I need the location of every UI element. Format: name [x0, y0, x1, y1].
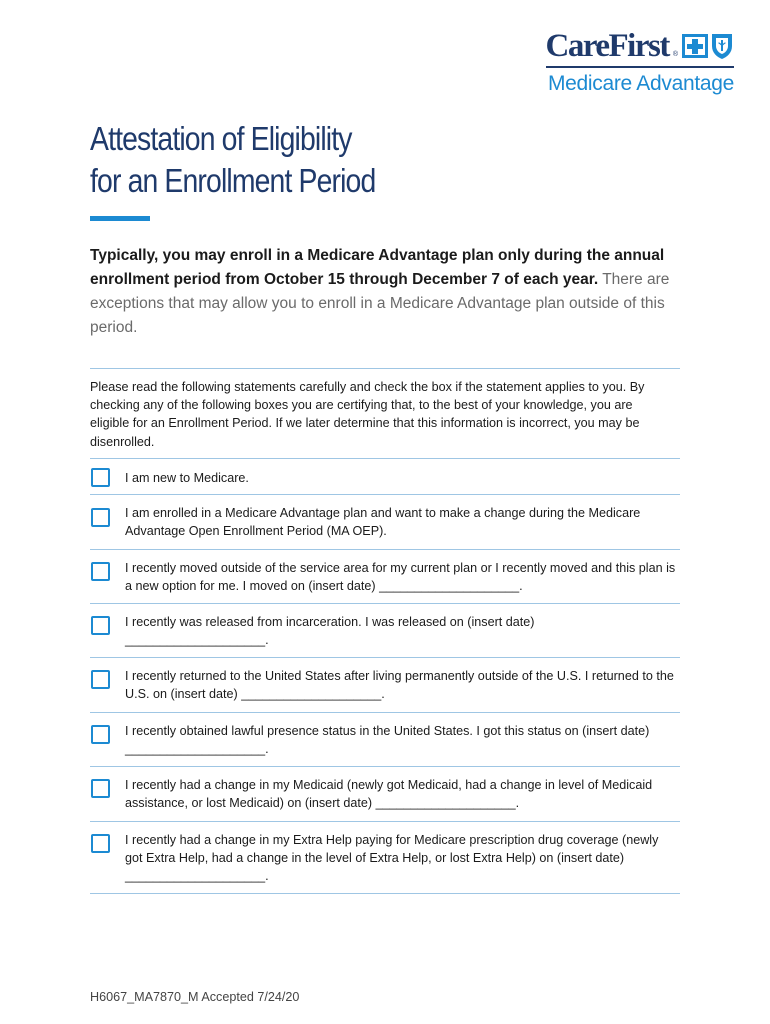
- statement-checkbox[interactable]: [91, 779, 110, 798]
- title-line-1: Attestation of Eligibility: [90, 120, 352, 157]
- document-code: H6067_MA7870_M Accepted 7/24/20: [90, 990, 300, 1004]
- logo-divider: [546, 66, 734, 68]
- divider: [90, 368, 680, 369]
- divider: [90, 893, 680, 894]
- statement-text: I am new to Medicare.: [125, 471, 249, 485]
- instructions-text: Please read the following statements carefully and check the box if the statement applies to you. By checking any of the following boxes you are certifying that, to the best of your knowledge, you are eligible for an Enrollment Period. If we later determine that this information is incorrect, you may be disenrolled.: [90, 380, 645, 449]
- statement-text: I recently returned to the United States after living permanently outside of the U.S. I returned to the U.S. on (insert date) ____________________.: [125, 669, 674, 702]
- divider: [90, 712, 680, 713]
- product-name: Medicare Advantage: [547, 72, 734, 95]
- divider: [90, 657, 680, 658]
- statement-text: I recently had a change in my Extra Help paying for Medicare prescription drug coverage (newly got Extra Help, had a change in the level of Extra Help, or lost Extra Help) on (insert date) ____________________.: [125, 833, 659, 884]
- divider: [90, 494, 680, 495]
- statement-checkbox[interactable]: [91, 468, 110, 487]
- brand-name: CareFirst: [545, 28, 669, 64]
- statement-checkbox[interactable]: [91, 616, 110, 635]
- blue-cross-icon: [682, 34, 708, 58]
- intro-regular-text: There are exceptions that may allow you to enroll in a Medicare Advantage plan outside of this period.: [90, 271, 670, 336]
- intro-bold-text: Typically, you may enroll in a Medicare Advantage plan only during the annual enrollment period from October 15 through December 7 of each year.: [90, 247, 665, 288]
- statement-checkbox[interactable]: [91, 725, 110, 744]
- page-title: [90, 118, 451, 202]
- divider: [90, 458, 680, 459]
- statement-checkbox[interactable]: [91, 562, 110, 581]
- statement-text: I recently had a change in my Medicaid (newly got Medicaid, had a change in level of Medicaid assistance, or lost Medicaid) on (insert date) ____________________.: [125, 778, 653, 811]
- blue-shield-icon: [710, 32, 734, 60]
- statement-text: I recently moved outside of the service area for my current plan or I recently moved and this plan is a new option for me. I moved on (insert date) ____________________.: [125, 561, 676, 594]
- divider: [90, 821, 680, 822]
- statement-checkbox[interactable]: [91, 508, 110, 527]
- statement-text: I recently obtained lawful presence status in the United States. I got this status on (insert date) ____________________.: [125, 724, 650, 757]
- divider: [90, 766, 680, 767]
- intro-paragraph: [90, 244, 690, 340]
- statement-checkbox[interactable]: [91, 834, 110, 853]
- statement-text: I recently was released from incarceration. I was released on (insert date) ____________________.: [125, 615, 535, 648]
- title-line-2: for an Enrollment Period: [90, 162, 376, 199]
- carefirst-logo: [546, 28, 734, 96]
- statement-checkbox[interactable]: [91, 670, 110, 689]
- trademark-symbol: ®: [672, 51, 678, 58]
- divider: [90, 603, 680, 604]
- statement-text: I am enrolled in a Medicare Advantage plan and want to make a change during the Medicare Advantage Open Enrollment Period (MA OEP).: [125, 506, 641, 539]
- title-accent-bar: [90, 216, 150, 221]
- divider: [90, 549, 680, 550]
